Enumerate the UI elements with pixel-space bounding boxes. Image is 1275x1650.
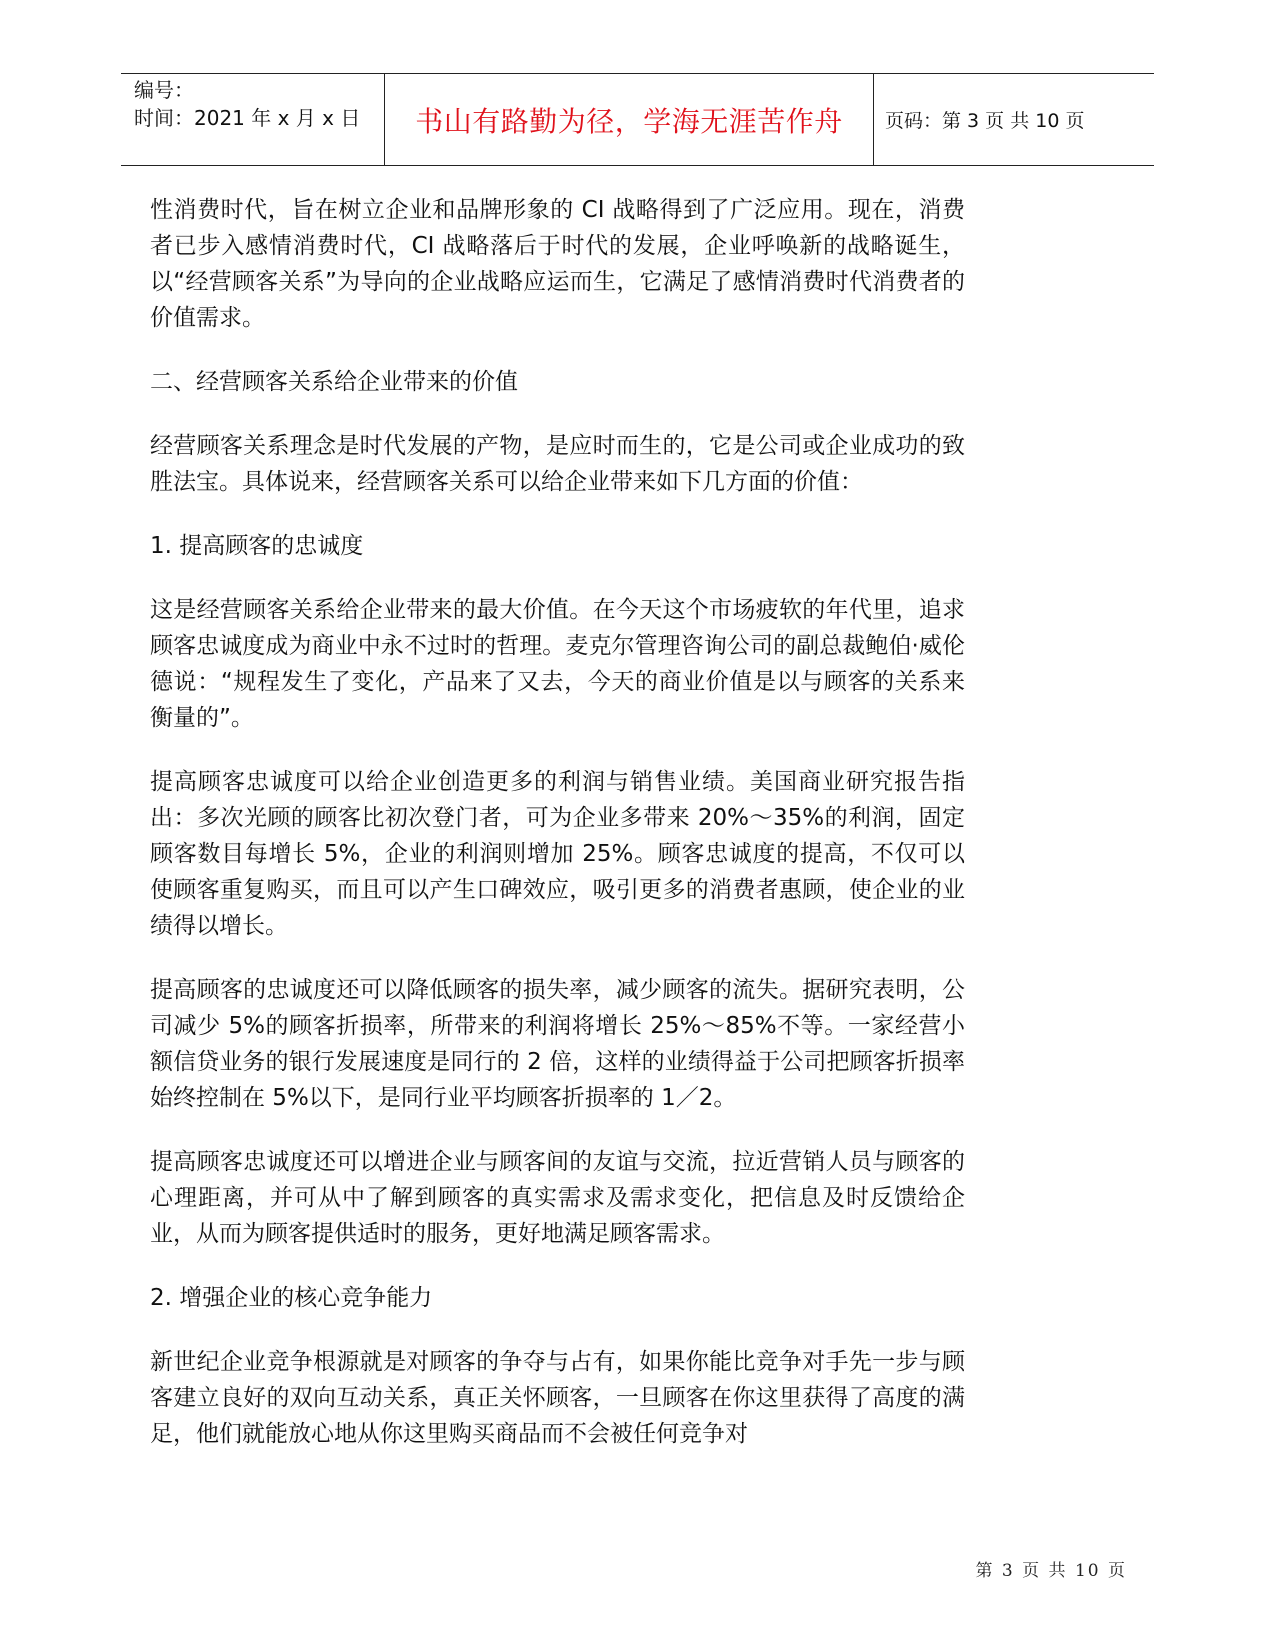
header-meta-cell xyxy=(121,74,385,165)
paragraph: 提高顾客的忠诚度还可以降低顾客的损失率，减少顾客的流失。据研究表明，公司减少 5%的顾客折损率，所带来的利润将增长 25%～85%不等。一家经营小额信贷业务的银行发展速度是同行的 2 倍，这样的业绩得益于公司把顾客折损率始终控制在 5%以下，是同行业平均顾客折损率的 1／2。 xyxy=(150,977,965,1111)
paragraph: 性消费时代，旨在树立企业和品牌形象的 CI 战略得到了广泛应用。现在，消费者已步入感情消费时代，CI 战略落后于时代的发展，企业呼唤新的战略诞生，以“经营顾客关系”为导向的企业战略应运而生，它满足了感情消费时代消费者的价值需求。 xyxy=(150,197,965,331)
document-number-label: 编号： xyxy=(134,78,194,102)
paragraph: 提高顾客忠诚度可以给企业创造更多的利润与销售业绩。美国商业研究报告指出：多次光顾的顾客比初次登门者，可为企业多带来 20%～35%的利润，固定顾客数目每增长 5%，企业的利润则增加 25%。顾客忠诚度的提高，不仅可以使顾客重复购买，而且可以产生口碑效应，吸引更多的消费者惠顾，使企业的业绩得以增长。 xyxy=(150,769,965,939)
document-body xyxy=(150,192,965,1480)
section-heading: 二、经营顾客关系给企业带来的价值 xyxy=(150,369,518,395)
header-page-cell xyxy=(874,74,1154,165)
subsection-heading: 1. 提高顾客的忠诚度 xyxy=(150,533,364,559)
header-motto: 书山有路勤为径，学海无涯苦作舟 xyxy=(415,104,843,138)
paragraph: 经营顾客关系理念是时代发展的产物，是应时而生的，它是公司或企业成功的致胜法宝。具体说来，经营顾客关系可以给企业带来如下几方面的价值： xyxy=(150,433,965,495)
paragraph: 新世纪企业竞争根源就是对顾客的争夺与占有，如果你能比竞争对手先一步与顾客建立良好的双向互动关系，真正关怀顾客，一旦顾客在你这里获得了高度的满足，他们就能放心地从你这里购买商品而不会被任何竞争对 xyxy=(150,1349,965,1447)
subsection-heading: 2. 增强企业的核心竞争能力 xyxy=(150,1285,433,1311)
header-motto-cell xyxy=(385,74,874,165)
header-page-code: 页码：第 3 页 共 10 页 xyxy=(885,110,1085,132)
paragraph: 这是经营顾客关系给企业带来的最大价值。在今天这个市场疲软的年代里，追求顾客忠诚度成为商业中永不过时的哲理。麦克尔管理咨询公司的副总裁鲍伯·威伦德说：“规程发生了变化，产品来了又去，今天的商业价值是以与顾客的关系来衡量的”。 xyxy=(150,597,965,731)
document-time-label: 时间：2021 年 x 月 x 日 xyxy=(134,106,361,130)
document-header xyxy=(121,73,1154,166)
page-footer: 第 3 页 共 10 页 xyxy=(975,1561,1127,1581)
paragraph: 提高顾客忠诚度还可以增进企业与顾客间的友谊与交流，拉近营销人员与顾客的心理距离，并可从中了解到顾客的真实需求及需求变化，把信息及时反馈给企业，从而为顾客提供适时的服务，更好地满足顾客需求。 xyxy=(150,1149,965,1247)
